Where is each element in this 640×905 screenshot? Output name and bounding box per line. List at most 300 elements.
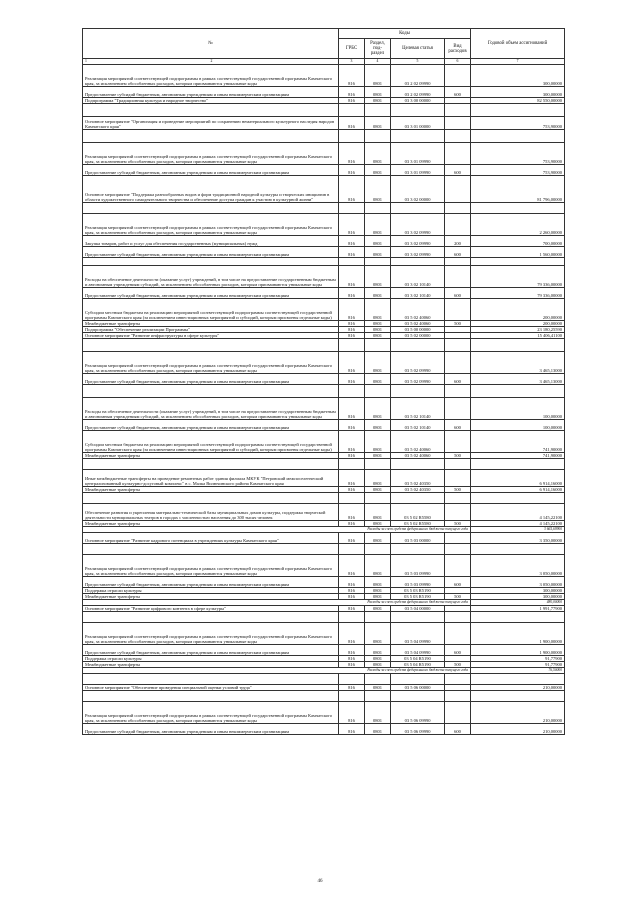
row-expense-type	[445, 544, 471, 555]
row-expense-type	[445, 504, 471, 521]
row-name	[83, 258, 339, 266]
row-name: Предоставление субсидий бюджетным, автономным учреждениям и иным некоммерческим организациям	[83, 577, 339, 588]
row-name: Предоставление субсидий бюджетным, автономным учреждениям и иным некоммерческим организациям	[83, 288, 339, 299]
row-expense-type: 600	[445, 87, 471, 98]
row-name	[83, 459, 339, 470]
row-target-article: 03 5 02 40350	[391, 487, 445, 493]
row-name: Предоставление субсидий бюджетным, автономным учреждениям и иным некоммерческим организациям	[83, 645, 339, 656]
row-grbs: 816	[339, 143, 365, 165]
row-expense-type	[445, 266, 471, 288]
header-expense-type: Вид расходов	[445, 39, 471, 59]
table-row	[83, 203, 565, 214]
table-row	[83, 288, 565, 299]
row-section: 0801	[365, 521, 391, 527]
row-name: Реализация мероприятий соответствующей подпрограммы в рамках соответствующей государственной программы Камчатского края, за исключением обособленных расходов, которым присваиваются уникальные коды	[83, 555, 339, 577]
table-row	[83, 143, 565, 165]
row-amount: 200,00000	[471, 299, 565, 321]
row-amount: 4 145,22100	[471, 504, 565, 521]
row-expense-type: 600	[445, 420, 471, 431]
table-row	[83, 247, 565, 258]
row-target-article: 03 3 02 10140	[391, 266, 445, 288]
row-grbs: 816	[339, 577, 365, 588]
row-expense-type: 600	[445, 165, 471, 176]
row-grbs: 816	[339, 645, 365, 656]
row-section: 0801	[365, 143, 391, 165]
row-amount: 79 336,00000	[471, 266, 565, 288]
row-grbs: 816	[339, 623, 365, 645]
row-amount: 3 050,00000	[471, 555, 565, 577]
row-name: Основное мероприятие "Развитие цифрового контента в сфере культуры"	[83, 606, 339, 612]
row-section: 0801	[365, 327, 391, 333]
row-expense-type	[445, 623, 471, 645]
table-row	[83, 258, 565, 266]
row-target-article: 03 3 01 09990	[391, 143, 445, 165]
row-name: Подпрограмма "Обеспечение реализации Программы"	[83, 327, 339, 333]
column-number: 6	[445, 59, 471, 65]
row-name: Реализация мероприятий соответствующей подпрограммы в рамках соответствующей государственной программы Камчатского края, за исключением обособленных расходов, которым присваиваются уникальные коды	[83, 214, 339, 236]
column-number: 4	[365, 59, 391, 65]
row-target-article: 03 5 04 R5190	[391, 662, 445, 668]
row-grbs: 816	[339, 176, 365, 203]
row-name: Основное мероприятие "Развитие инфраструктуры в сфере культуры"	[83, 333, 339, 339]
row-section	[365, 674, 391, 685]
row-grbs: 816	[339, 98, 365, 104]
row-target-article: 03 5 03 09990	[391, 577, 445, 588]
row-grbs: 816	[339, 398, 365, 420]
row-section: 0801	[365, 662, 391, 668]
row-section: 0801	[365, 577, 391, 588]
row-grbs	[339, 459, 365, 470]
row-amount	[471, 203, 565, 214]
row-name: Предоставление субсидий бюджетным, автономным учреждениям и иным некоммерческим организациям	[83, 724, 339, 735]
row-amount: 210,00000	[471, 724, 565, 735]
row-expense-type	[445, 339, 471, 352]
row-section	[365, 130, 391, 143]
row-section: 0801	[365, 656, 391, 662]
row-amount: 741,90000	[471, 453, 565, 459]
row-section: 0801	[365, 431, 391, 453]
row-target-article	[391, 258, 445, 266]
row-target-article: 03 3 02 09990	[391, 247, 445, 258]
row-target-article: 03 5 02 40060	[391, 299, 445, 321]
row-section: 0801	[365, 685, 391, 691]
row-name: Иные межбюджетные трансферты на проведение ремонтных работ здания филиала МКУК "Петровский межпоселенческий централизованный культурно-досуговый комплекс" в с. Малка Вилючинского района Камчатского края	[83, 470, 339, 487]
row-amount: 300,00000	[471, 594, 565, 600]
row-grbs: 816	[339, 487, 365, 493]
row-amount	[471, 493, 565, 504]
row-expense-type	[445, 352, 471, 374]
table-row	[83, 459, 565, 470]
row-grbs: 816	[339, 236, 365, 247]
row-amount: 700,00000	[471, 236, 565, 247]
row-grbs	[339, 203, 365, 214]
row-section: 0801	[365, 594, 391, 600]
row-expense-type	[445, 385, 471, 398]
row-target-article: 03 5 02 10140	[391, 420, 445, 431]
row-grbs: 816	[339, 685, 365, 691]
table-row	[83, 385, 565, 398]
table-row	[83, 104, 565, 117]
row-grbs: 816	[339, 594, 365, 600]
row-grbs: 816	[339, 65, 365, 87]
row-grbs: 816	[339, 299, 365, 321]
row-grbs: 816	[339, 288, 365, 299]
row-name: Межбюджетные трансферты	[83, 321, 339, 327]
row-target-article: 03 5 03 00000	[391, 533, 445, 544]
row-amount: 300,00000	[471, 87, 565, 98]
row-target-article: 03 5 02 40350	[391, 470, 445, 487]
header-target-article: Целевая статья	[391, 39, 445, 59]
row-target-article: 03 3 02 00000	[391, 176, 445, 203]
row-name	[83, 104, 339, 117]
row-target-article: 03 5 02 40060	[391, 321, 445, 327]
row-expense-type	[445, 470, 471, 487]
row-target-article: 03 5 04 09990	[391, 623, 445, 645]
row-amount	[471, 339, 565, 352]
row-expense-type	[445, 555, 471, 577]
row-name	[83, 691, 339, 702]
row-target-article: 03 5 06 09990	[391, 724, 445, 735]
row-amount: 753,90000	[471, 117, 565, 130]
row-grbs: 816	[339, 724, 365, 735]
row-expense-type: 600	[445, 288, 471, 299]
column-number: 7	[471, 59, 565, 65]
table-row	[83, 645, 565, 656]
row-name: Реализация мероприятий соответствующей подпрограммы в рамках соответствующей государственной программы Камчатского края, за исключением обособленных расходов, которым присваиваются уникальные коды	[83, 65, 339, 87]
row-section: 0801	[365, 65, 391, 87]
table-row	[83, 165, 565, 176]
header-codes: Коды	[339, 29, 471, 39]
row-section	[365, 339, 391, 352]
row-expense-type: 600	[445, 724, 471, 735]
row-target-article: 03 5 02 10140	[391, 398, 445, 420]
row-amount: 1 900,00000	[471, 645, 565, 656]
table-row	[83, 691, 565, 702]
row-grbs: 816	[339, 431, 365, 453]
row-amount: 300,00000	[471, 65, 565, 87]
row-section: 0801	[365, 321, 391, 327]
row-section	[365, 459, 391, 470]
table-row	[83, 266, 565, 288]
row-target-article: 03 5 00 00000	[391, 327, 445, 333]
row-target-article	[391, 493, 445, 504]
row-grbs: 816	[339, 321, 365, 327]
row-amount	[471, 104, 565, 117]
row-section	[365, 104, 391, 117]
row-grbs: 816	[339, 504, 365, 521]
row-expense-type	[445, 143, 471, 165]
row-grbs: 816	[339, 702, 365, 724]
row-name: Субсидии местным бюджетам на реализацию мероприятий соответствующей подпрограммы соответствующей государственной программы Камчатского края (за исключением инвестиционных мероприятий и субсидий, которым присвоены отдельные коды)	[83, 431, 339, 453]
row-name: Предоставление субсидий бюджетным, автономным учреждениям и иным некоммерческим организациям	[83, 420, 339, 431]
row-target-article: 03 5 06 00000	[391, 685, 445, 691]
row-amount: 3 665,69900	[471, 527, 565, 533]
row-grbs: 816	[339, 555, 365, 577]
column-number: 2	[210, 59, 213, 63]
row-amount: 741,90000	[471, 431, 565, 453]
row-amount: 480,00000	[471, 600, 565, 606]
row-expense-type	[445, 214, 471, 236]
row-section: 0801	[365, 606, 391, 612]
row-name	[83, 203, 339, 214]
row-grbs: 816	[339, 420, 365, 431]
row-expense-type	[445, 674, 471, 685]
row-name: Межбюджетные трансферты	[83, 521, 339, 527]
row-target-article: 03 2 02 09990	[391, 87, 445, 98]
row-expense-type: 600	[445, 374, 471, 385]
row-grbs: 816	[339, 606, 365, 612]
row-target-article: 03 5 02 00000	[391, 333, 445, 339]
row-grbs: 816	[339, 533, 365, 544]
row-section: 0801	[365, 702, 391, 724]
row-grbs	[339, 691, 365, 702]
row-name	[83, 339, 339, 352]
row-amount	[471, 130, 565, 143]
row-name: Субсидии местным бюджетам на реализацию мероприятий соответствующей подпрограммы соответствующей государственной программы Камчатского края (за исключением инвестиционных мероприятий и субсидий, которым присвоены отдельные коды)	[83, 299, 339, 321]
row-name: Расходы на обеспечение деятельности (оказание услуг) учреждений, в том числе на предоставление государственным бюджетным и автономным учреждениям субсидий, за исключением обособленных расходов, которым присваиваются уникальные коды	[83, 398, 339, 420]
row-target-article: 03 5 03 09990	[391, 555, 445, 577]
row-grbs: 816	[339, 662, 365, 668]
row-note-text: Расходы за счет средств федерального бюджета текущего года	[83, 527, 471, 533]
row-expense-type: 500	[445, 662, 471, 668]
table-row	[83, 339, 565, 352]
header-number: №	[83, 29, 339, 59]
row-target-article: 03 5 04 09990	[391, 645, 445, 656]
row-name	[83, 544, 339, 555]
row-grbs: 816	[339, 588, 365, 594]
row-expense-type	[445, 398, 471, 420]
row-name: Реализация мероприятий соответствующей подпрограммы в рамках соответствующей государственной программы Камчатского края, за исключением обособленных расходов, которым присваиваются уникальные коды	[83, 143, 339, 165]
table-row	[83, 623, 565, 645]
row-note-text: Расходы за счет средств федерального бюджета текущего года	[83, 600, 471, 606]
row-section: 0801	[365, 555, 391, 577]
header-grbs: ГРБС	[339, 39, 365, 59]
row-name: Предоставление субсидий бюджетным, автономным учреждениям и иным некоммерческим организациям	[83, 374, 339, 385]
row-expense-type	[445, 533, 471, 544]
row-target-article: 03 5 02 R5580	[391, 504, 445, 521]
table-row	[83, 374, 565, 385]
row-name	[83, 493, 339, 504]
row-grbs	[339, 385, 365, 398]
row-section: 0801	[365, 470, 391, 487]
row-name: Закупка товаров, работ и услуг для обеспечения государственных (муниципальных) нужд	[83, 236, 339, 247]
table-row	[83, 504, 565, 521]
row-section: 0801	[365, 165, 391, 176]
row-section: 0801	[365, 623, 391, 645]
row-amount: 1 991,77900	[471, 606, 565, 612]
row-section: 0801	[365, 724, 391, 735]
row-grbs: 816	[339, 87, 365, 98]
table-row	[83, 65, 565, 87]
table-row	[83, 533, 565, 544]
row-grbs: 816	[339, 214, 365, 236]
row-section: 0801	[365, 487, 391, 493]
row-amount	[471, 459, 565, 470]
row-amount: 76,50000	[471, 668, 565, 674]
row-target-article: 03 3 02 09990	[391, 236, 445, 247]
row-target-article	[391, 459, 445, 470]
row-section: 0801	[365, 504, 391, 521]
row-amount: 210,00000	[471, 685, 565, 691]
row-section	[365, 493, 391, 504]
row-grbs: 816	[339, 470, 365, 487]
row-amount: 100,00000	[471, 398, 565, 420]
row-name: Обеспечение развития и укрепления материально-технической базы муниципальных домов культуры, поддержка творческой деятельности муниципальных театров в городах с численностью населения до 300 тысяч человек	[83, 504, 339, 521]
row-amount: 3 350,00000	[471, 533, 565, 544]
row-expense-type	[445, 176, 471, 203]
row-amount	[471, 612, 565, 623]
row-amount	[471, 258, 565, 266]
row-section: 0801	[365, 87, 391, 98]
row-expense-type: 600	[445, 645, 471, 656]
row-amount: 15 406,41100	[471, 333, 565, 339]
row-target-article	[391, 130, 445, 143]
row-section	[365, 612, 391, 623]
row-amount	[471, 691, 565, 702]
table-row	[83, 702, 565, 724]
row-expense-type: 500	[445, 521, 471, 527]
row-section: 0801	[365, 266, 391, 288]
row-amount: 3 465,13000	[471, 374, 565, 385]
row-grbs	[339, 258, 365, 266]
row-grbs	[339, 104, 365, 117]
row-target-article: 03 5 02 40060	[391, 431, 445, 453]
table-row	[83, 420, 565, 431]
row-expense-type	[445, 130, 471, 143]
row-section	[365, 385, 391, 398]
table-row	[83, 87, 565, 98]
row-name: Предоставление субсидий бюджетным, автономным учреждениям и иным некоммерческим организациям	[83, 87, 339, 98]
row-grbs: 816	[339, 333, 365, 339]
table-row	[83, 117, 565, 130]
row-grbs: 816	[339, 374, 365, 385]
row-section	[365, 544, 391, 555]
row-expense-type: 500	[445, 594, 471, 600]
row-name	[83, 130, 339, 143]
row-target-article	[391, 691, 445, 702]
row-amount: 100,00000	[471, 420, 565, 431]
row-name: Межбюджетные трансферты	[83, 453, 339, 459]
row-target-article	[391, 544, 445, 555]
row-expense-type	[445, 65, 471, 87]
row-expense-type	[445, 612, 471, 623]
row-target-article: 03 3 01 00000	[391, 117, 445, 130]
row-grbs	[339, 612, 365, 623]
row-grbs	[339, 339, 365, 352]
row-expense-type	[445, 691, 471, 702]
row-name: Поддержка отрасли культуры	[83, 588, 339, 594]
column-number: 3	[339, 59, 365, 65]
row-expense-type: 600	[445, 247, 471, 258]
row-amount: 91,77900	[471, 656, 565, 662]
row-target-article: 03 3 01 09990	[391, 165, 445, 176]
row-section: 0801	[365, 176, 391, 203]
row-amount: 81 796,00000	[471, 176, 565, 203]
row-target-article: 03 5 02 09990	[391, 352, 445, 374]
row-name: Основное мероприятие "Организация и проведение мероприятий по сохранению нематериального культурного наследия народов Камчатского края"	[83, 117, 339, 130]
row-amount: 6 914,16000	[471, 487, 565, 493]
row-note-text: Расходы за счет средств федерального бюджета текущего года	[83, 668, 471, 674]
table-row	[83, 544, 565, 555]
row-target-article: 03 5 06 09990	[391, 702, 445, 724]
row-amount: 23 180,25590	[471, 327, 565, 333]
row-name	[83, 674, 339, 685]
row-target-article: 03 5 02 R5580	[391, 521, 445, 527]
row-name: Реализация мероприятий соответствующей подпрограммы в рамках соответствующей государственной программы Камчатского края, за исключением обособленных расходов, которым присваиваются уникальные коды	[83, 352, 339, 374]
row-target-article: 03 5 02 40060	[391, 453, 445, 459]
row-target-article	[391, 385, 445, 398]
row-target-article: 03 3 00 00000	[391, 98, 445, 104]
row-expense-type	[445, 104, 471, 117]
table-body	[83, 65, 565, 735]
row-amount: 91,77900	[471, 662, 565, 668]
row-name	[83, 385, 339, 398]
row-name: Основное мероприятие "Обеспечение проведения специальной оценки условий труда"	[83, 685, 339, 691]
table-row	[83, 130, 565, 143]
row-amount: 1 560,00000	[471, 247, 565, 258]
row-grbs: 816	[339, 165, 365, 176]
row-expense-type	[445, 258, 471, 266]
row-section: 0801	[365, 645, 391, 656]
row-amount	[471, 674, 565, 685]
row-target-article	[391, 339, 445, 352]
row-section: 0801	[365, 533, 391, 544]
row-grbs: 816	[339, 117, 365, 130]
row-expense-type	[445, 493, 471, 504]
table-row	[83, 724, 565, 735]
row-section: 0801	[365, 453, 391, 459]
row-expense-type	[445, 431, 471, 453]
row-amount: 300,00000	[471, 588, 565, 594]
row-name	[83, 612, 339, 623]
row-grbs: 816	[339, 327, 365, 333]
table-row	[83, 299, 565, 321]
row-expense-type	[445, 203, 471, 214]
row-amount: 753,90000	[471, 143, 565, 165]
row-name: Реализация мероприятий соответствующей подпрограммы в рамках соответствующей государственной программы Камчатского края, за исключением обособленных расходов, которым присваиваются уникальные коды	[83, 623, 339, 645]
row-amount: 753,90000	[471, 165, 565, 176]
column-number: 5	[391, 59, 445, 65]
row-section: 0801	[365, 117, 391, 130]
row-target-article: 03 5 03 R5190	[391, 588, 445, 594]
row-amount: 210,00000	[471, 702, 565, 724]
row-expense-type: 600	[445, 577, 471, 588]
row-section: 0801	[365, 420, 391, 431]
row-section: 0801	[365, 288, 391, 299]
row-target-article: 03 5 04 00000	[391, 606, 445, 612]
row-name: Межбюджетные трансферты	[83, 594, 339, 600]
budget-table	[82, 28, 565, 735]
row-grbs: 816	[339, 521, 365, 527]
row-target-article: 03 5 02 09990	[391, 374, 445, 385]
row-name: Межбюджетные трансферты	[83, 487, 339, 493]
row-target-article: 03 5 03 R5190	[391, 594, 445, 600]
row-grbs	[339, 544, 365, 555]
header-section: Раздел, под-раздел	[365, 39, 391, 59]
column-number: 1	[85, 59, 87, 63]
row-grbs	[339, 493, 365, 504]
table-row	[83, 176, 565, 203]
table-row	[83, 493, 565, 504]
row-amount	[471, 544, 565, 555]
table-row	[83, 398, 565, 420]
row-target-article	[391, 612, 445, 623]
row-expense-type: 200	[445, 236, 471, 247]
row-amount: 1 900,00000	[471, 623, 565, 645]
row-expense-type	[445, 117, 471, 130]
row-section: 0801	[365, 299, 391, 321]
row-expense-type	[445, 702, 471, 724]
